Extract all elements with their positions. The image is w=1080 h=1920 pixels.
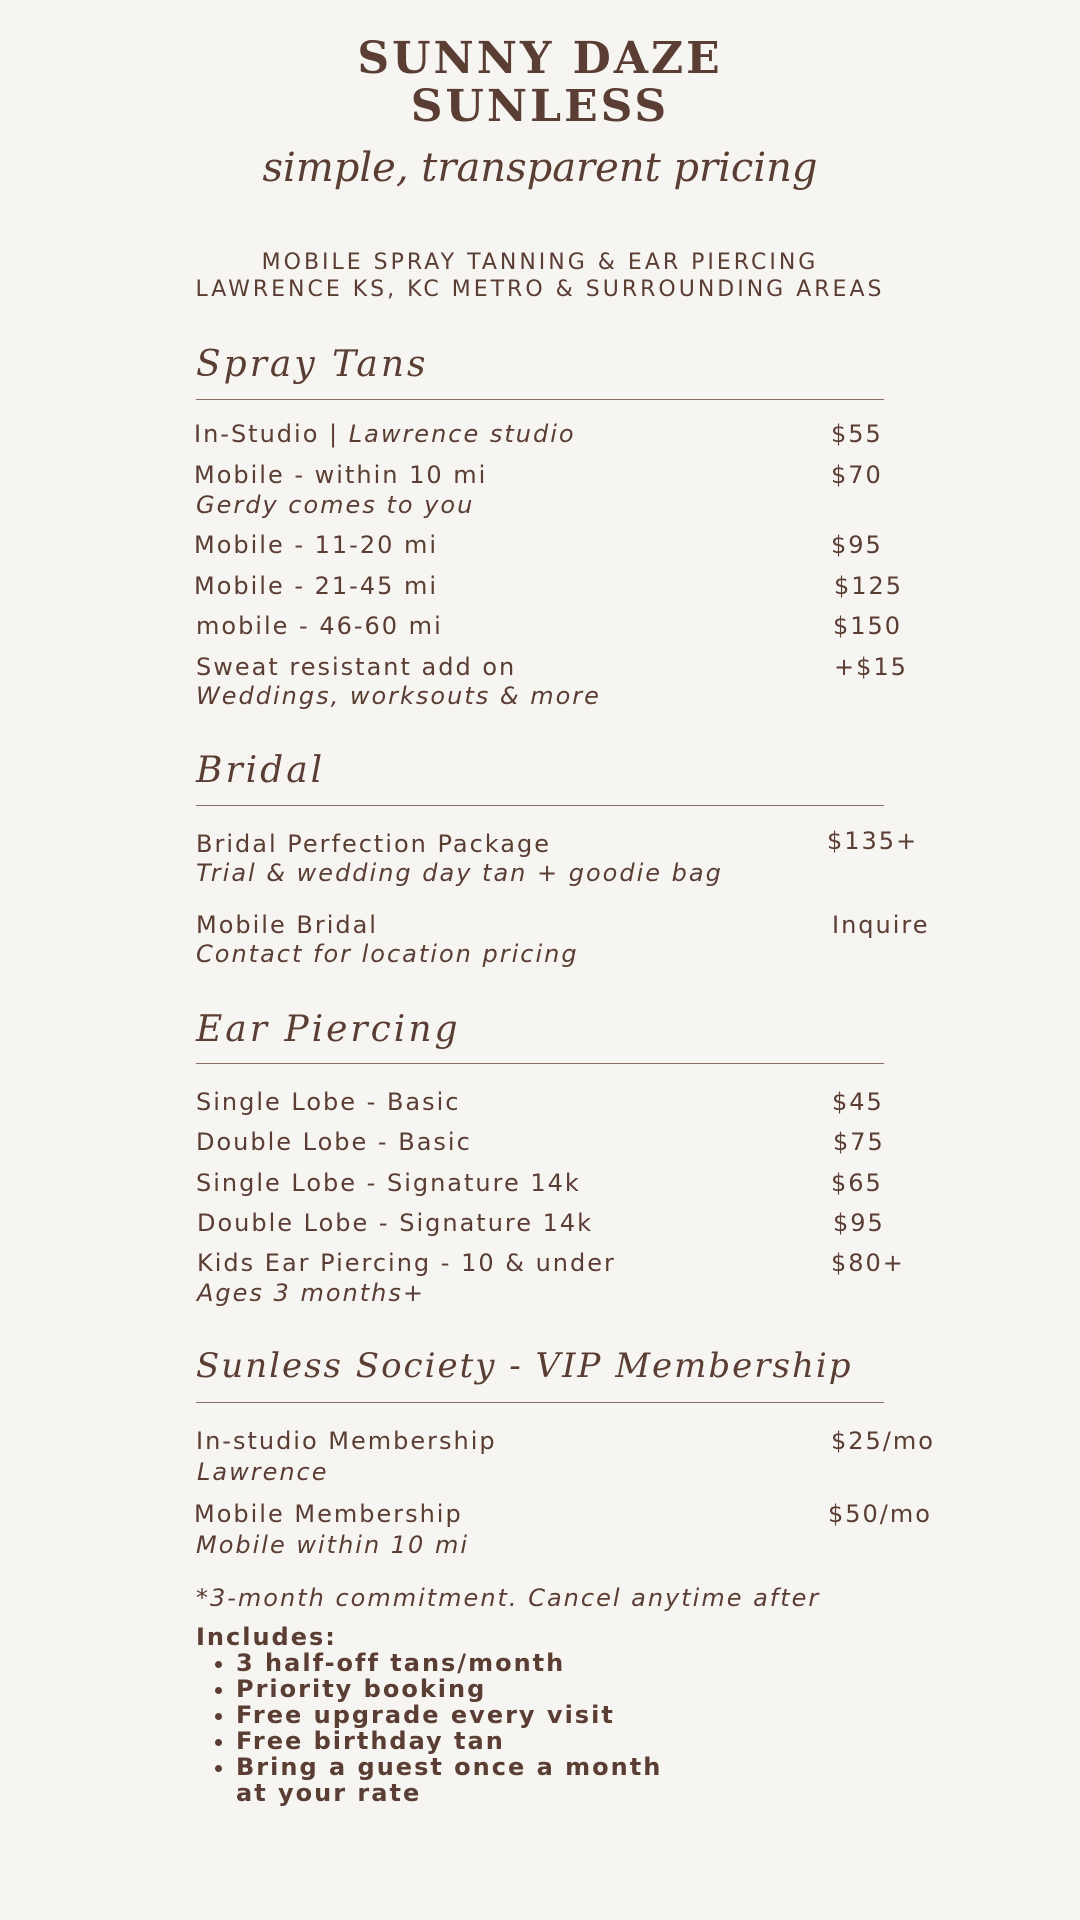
benefit-item: • Bring a guest once a month	[236, 1754, 662, 1780]
item-subtitle: Mobile within 10 mi	[196, 1531, 469, 1559]
item-name: mobile - 46-60 mi	[196, 612, 443, 640]
divider	[196, 805, 884, 806]
item-price: $135+	[827, 827, 919, 855]
section-title-bridal: Bridal	[196, 750, 326, 791]
item-price: $50/mo	[828, 1500, 932, 1528]
item-subtitle: Weddings, worksouts & more	[196, 682, 601, 710]
section-title-ear-piercing: Ear Piercing	[196, 1009, 461, 1050]
item-price: $70	[831, 461, 883, 489]
item-price: $80+	[831, 1249, 905, 1277]
section-title-spray-tans: Spray Tans	[196, 344, 429, 385]
item-price: $75	[833, 1128, 885, 1156]
item-location: Lawrence studio	[348, 420, 576, 448]
item-price: $45	[832, 1088, 884, 1116]
item-subtitle: Gerdy comes to you	[196, 491, 475, 519]
item-price: $65	[831, 1169, 883, 1197]
commitment-note: *3-month commitment. Cancel anytime after	[196, 1584, 821, 1612]
location-line: LAWRENCE KS, KC METRO & SURROUNDING AREAS	[195, 277, 885, 302]
includes-label: Includes:	[196, 1623, 337, 1651]
item-name: Sweat resistant add on	[196, 653, 517, 681]
benefit-item: • Free upgrade every visit	[236, 1702, 662, 1728]
item-name: In-studio Membership	[196, 1427, 497, 1455]
item-price: $125	[834, 572, 904, 600]
item-subtitle: Lawrence	[197, 1458, 329, 1486]
tagline: simple, transparent pricing	[262, 145, 818, 191]
brand-name-line1: SUNNY DAZE	[357, 33, 723, 84]
item-name: Mobile - 21-45 mi	[194, 572, 439, 600]
divider	[196, 1063, 884, 1064]
benefit-item: • 3 half-off tans/month	[236, 1650, 662, 1676]
item-name: In-Studio |	[194, 420, 349, 448]
item-subtitle: Contact for location pricing	[196, 940, 579, 968]
benefit-item: • Priority booking	[236, 1676, 662, 1702]
item-name: Single Lobe - Signature 14k	[196, 1169, 581, 1197]
item-price: $25/mo	[831, 1427, 935, 1455]
item-name: Single Lobe - Basic	[196, 1088, 461, 1116]
divider	[196, 399, 884, 400]
item-subtitle: Trial & wedding day tan + goodie bag	[196, 859, 723, 887]
item-name: Mobile Bridal	[196, 911, 378, 939]
benefit-item-continuation: at your rate	[236, 1779, 422, 1807]
brand-name-line2: SUNLESS	[410, 81, 670, 132]
item-name: Mobile - within 10 mi	[194, 461, 488, 489]
section-title-membership: Sunless Society - VIP Membership	[196, 1346, 853, 1386]
item-name: Bridal Perfection Package	[196, 830, 551, 858]
item-name: Kids Ear Piercing - 10 & under	[197, 1249, 616, 1277]
item-subtitle: Ages 3 months+	[197, 1279, 425, 1307]
item-price: Inquire	[832, 911, 930, 939]
divider	[196, 1402, 884, 1403]
item-name: Mobile - 11-20 mi	[194, 531, 439, 559]
item-price: +$15	[834, 653, 908, 681]
benefit-item: • Free birthday tan	[236, 1728, 662, 1754]
item-price: $95	[833, 1209, 885, 1237]
item-name: Mobile Membership	[194, 1500, 463, 1528]
item-name: Double Lobe - Basic	[196, 1128, 472, 1156]
benefits-list	[196, 1650, 662, 1806]
item-name: Double Lobe - Signature 14k	[197, 1209, 594, 1237]
item-price: $95	[831, 531, 883, 559]
services-line: MOBILE SPRAY TANNING & EAR PIERCING	[261, 250, 819, 275]
item-price: $55	[831, 420, 883, 448]
menu-item-in-studio	[194, 420, 576, 448]
item-price: $150	[833, 612, 903, 640]
